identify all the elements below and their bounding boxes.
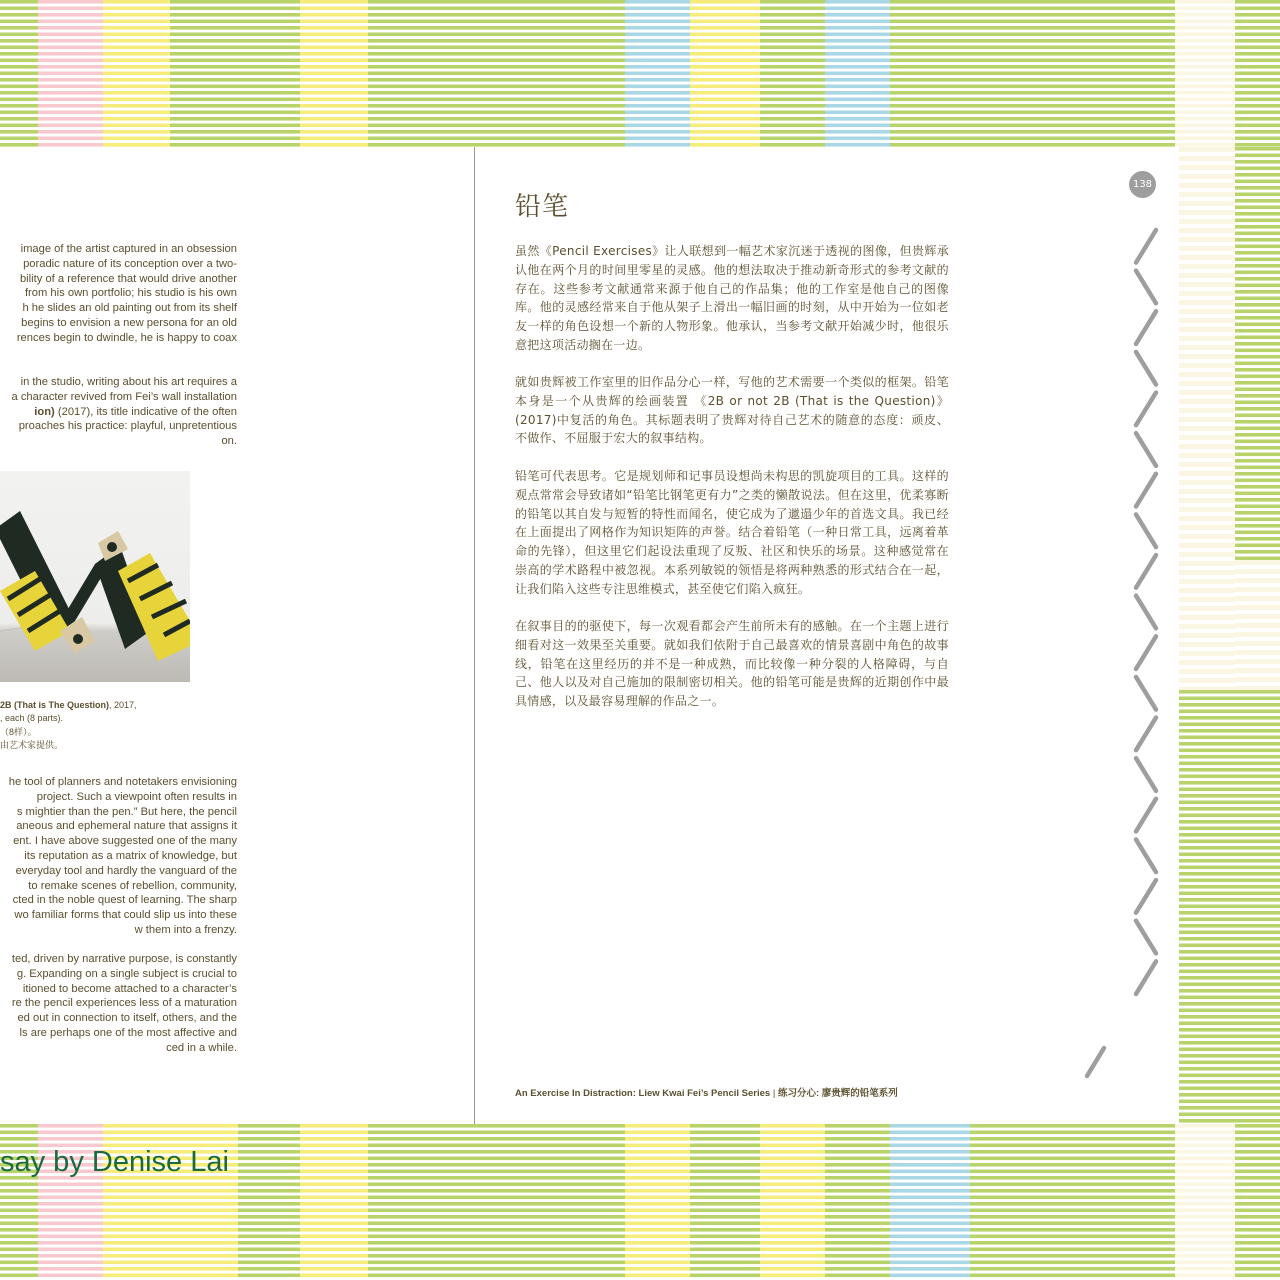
artwork-caption: [0, 699, 200, 753]
caption-year: , 2017,: [109, 700, 137, 710]
footer-title-en: An Exercise In Distraction: Liew Kwai Fei’s Pencil Series: [515, 1088, 771, 1099]
chinese-paragraph-2: 就如贵辉被工作室里的旧作品分心一样，写他的艺术需要一个类似的框架。铅笔本身是一个从贵辉的绘画装置 《2B or not 2B (That is the Question)》(2017)中复活的角色。其标题表明了贵辉对待自己艺术的随意的态度：顽皮、不做作、不屈服于宏大的叙事结构。: [515, 375, 949, 446]
footer-separator: |: [770, 1088, 778, 1099]
caption-dimensions: , each (8 parts).: [0, 713, 64, 724]
artwork-title-fragment: ion): [34, 405, 55, 418]
english-paragraph-2-line-4: proaches his practice: playful, unpretentious: [18, 420, 237, 433]
slash-mark-icon: [1082, 1045, 1108, 1079]
page-title: 铅笔: [515, 192, 570, 222]
zigzag-line-icon: [1128, 226, 1164, 998]
english-paragraph-1: image of the artist captured in an obsession poradic nature of its conception over a two- bility of a reference that would drive another from his own portfolio; his studio is his own h he slides an old painting out from its shelf begins to envision a new persona for an old rences begin to dwindle, he is happy to coax: [16, 243, 237, 344]
artwork-photo: [0, 471, 190, 682]
pencil-installation-image: [0, 471, 190, 682]
caption-credit-cn: 由艺术家提供。: [0, 740, 64, 751]
caption-parts-cn: （8样）。: [0, 726, 37, 737]
caption-title: 2B (That is The Question): [0, 700, 110, 710]
english-paragraph-2-line-2: a character revived from Fei’s wall installation: [11, 390, 237, 403]
page-number-badge: 138: [1129, 171, 1156, 198]
english-paragraph-2: [0, 375, 237, 449]
english-paragraph-2-line-5: on.: [221, 435, 237, 448]
english-paragraph-4: ted, driven by narrative purpose, is constantly g. Expanding on a single subject is crucial to itioned to become attached to a character’s re the pencil experiences less of a maturation ed out in connection to itself, others, and the ls are perhaps one of the most affective and ced in a while.: [11, 953, 237, 1054]
running-footer: [515, 1085, 898, 1099]
chinese-paragraph-3: 铅笔可代表思考。它是规划师和记事员设想尚未构思的凯旋项目的工具。这样的观点常常会导致诸如“铅笔比钢笔更有力”之类的懒散说法。但在这里，优柔寡断的铅笔以其自发与短暂的特性而闻名，使它成为了邋遢少年的首选文具。我已经在上面提出了网格作为知识矩阵的声誉。结合着铅笔（一种日常工具，远离着革命的先锋），但这里它们起设法重现了反叛、社区和快乐的场景。这种感觉常在崇高的学术路程中被忽视。本系列敏锐的领悟是将两种熟悉的形式结合在一起，让我们陷入这些专注思维模式，甚至使它们陷入疯狂。: [515, 469, 949, 596]
english-paragraph-2-line-3: (2017), its title indicative of the often: [54, 405, 237, 418]
english-paragraph-3: he tool of planners and notetakers envisioning project. Such a viewpoint often results in s mightier than the pen.” But here, the pencil aneous and ephemeral nature that assigns it ent. I have above suggested one of the many its reputation as a matrix of knowledge, but everyday tool and hardly the vanguard of the to remake scenes of rebellion, community, cted in the noble quest of learning. The sharp wo familiar forms that could slip us into these w them into a frenzy.: [8, 776, 237, 936]
chinese-paragraph-4: 在叙事目的的驱使下，每一次观看都会产生前所未有的感触。在一个主题上进行细看对这一效果至关重要。就如我们依附于自己最喜欢的情景喜剧中角色的故事线，铅笔在这里经历的并不是一种成熟，而比较像一种分裂的人格障碍，与自己、他人以及对自己施加的限制密切相关。他的铅笔可能是贵辉的近期创作中最具情感，以及最容易理解的作品之一。: [515, 619, 949, 709]
chinese-paragraph-1: 虽然《Pencil Exercises》让人联想到一幅艺术家沉迷于透视的图像，但贵辉承认他在两个月的时间里零星的灵感。他的想法取决于推动新奇形式的参考文献的存在。这些参考文献通常来源于他自己的作品集；他的工作室是他自己的图像库。他的灵感经常来自于他从架子上滑出一幅旧画的时刻，从中开始为一位如老友一样的角色设想一个新的人物形象。他承认，当参考文献开始减少时，他很乐意把这项活动搁在一边。: [515, 244, 949, 352]
essay-byline: say by Denise Lai: [0, 1146, 229, 1178]
footer-title-cn: 练习分心: 廖贵辉的铅笔系列: [777, 1088, 898, 1099]
english-paragraph-2-line-1: in the studio, writing about his art requires a: [20, 376, 237, 388]
